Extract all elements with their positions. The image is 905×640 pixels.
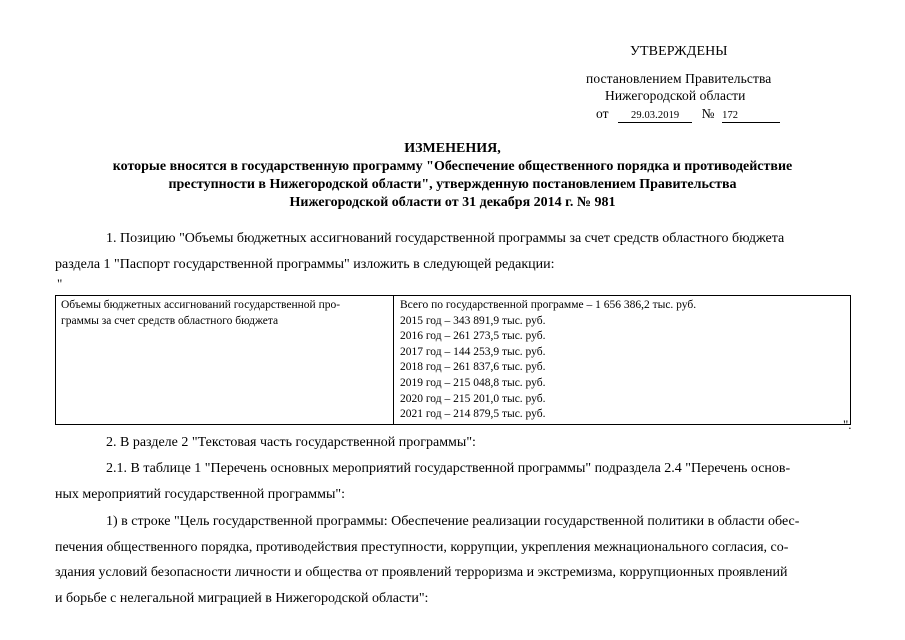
budget-year-2018: 2018 год – 261 837,6 тыс. руб. [400, 361, 546, 374]
budget-year-2015: 2015 год – 343 891,9 тыс. руб. [400, 314, 546, 327]
budget-year-2020: 2020 год – 215 201,0 тыс. руб. [400, 392, 546, 405]
budget-year-2019: 2019 год – 215 048,8 тыс. руб. [400, 376, 546, 389]
item-1a-line-3: здания условий безопасности личности и общества от проявлений терроризма и экстремизма, коррупционных проявлений [55, 565, 788, 580]
budget-year-2016: 2016 год – 261 273,5 тыс. руб. [400, 330, 546, 343]
approval-heading: УТВЕРЖДЕНЫ [630, 44, 728, 59]
from-label: от [596, 106, 609, 121]
budget-table [55, 295, 851, 425]
item-2-line: 2. В разделе 2 "Текстовая часть государственной программы": [106, 435, 476, 450]
approval-line-1: постановлением Правительства [586, 71, 772, 86]
number-label: № [701, 106, 715, 121]
document-subtitle-line-1: которые вносятся в государственную программу "Обеспечение общественного порядка и противодействие [112, 159, 793, 174]
item-1-line-2: раздела 1 "Паспорт государственной программы" изложить в следующей редакции: [55, 256, 555, 272]
approval-number: 172 [722, 110, 780, 123]
approval-date-line [596, 106, 780, 123]
budget-position-cell [56, 296, 394, 425]
document-title: ИЗМЕНЕНИЯ, [404, 141, 501, 156]
budget-position-line-1: Объемы бюджетных ассигнований государственной про- [61, 299, 341, 311]
item-2-1-line-2: ных мероприятий государственной программы": [55, 486, 345, 502]
budget-table-row [56, 296, 851, 425]
item-1-paragraph [55, 226, 851, 277]
budget-year-2017: 2017 год – 144 253,9 тыс. руб. [400, 345, 546, 358]
item-1a-line-1: 1) в строке "Цель государственной программы: Обеспечение реализации государственной политики в области обес- [106, 514, 800, 529]
item-2-1-line-1: 2.1. В таблице 1 "Перечень основных мероприятий государственной программы" подраздела 2.4 "Перечень основ- [106, 461, 791, 476]
item-1-line-1: 1. Позицию "Объемы бюджетных ассигнований государственной программы за счет средств областного бюджета [106, 231, 785, 246]
budget-values-cell [394, 296, 851, 425]
item-2-paragraph [55, 430, 851, 456]
approval-date: 29.03.2019 [618, 110, 692, 123]
item-1a-paragraph [55, 509, 851, 611]
close-quote: ". [843, 417, 852, 432]
budget-year-2021: 2021 год – 214 879,5 тыс. руб. [400, 408, 546, 421]
document-subtitle-line-2: преступности в Нижегородской области", утвержденную постановлением Правительства [168, 177, 737, 192]
item-1a-line-2: печения общественного порядка, противодействия преступности, коррупции, укрепления межнационального согласия, со- [55, 539, 789, 555]
item-2-1-paragraph [55, 456, 851, 507]
item-1a-line-4: и борьбе с нелегальной миграцией в Нижегородской области": [55, 590, 429, 606]
approval-line-2: Нижегородской области [605, 88, 746, 103]
document-subtitle-line-3: Нижегородской области от 31 декабря 2014 г. № 981 [289, 195, 616, 210]
budget-total: Всего по государственной программе – 1 656 386,2 тыс. руб. [400, 299, 697, 311]
open-quote: " [57, 276, 63, 291]
budget-position-line-2: граммы за счет средств областного бюджета [61, 314, 279, 327]
